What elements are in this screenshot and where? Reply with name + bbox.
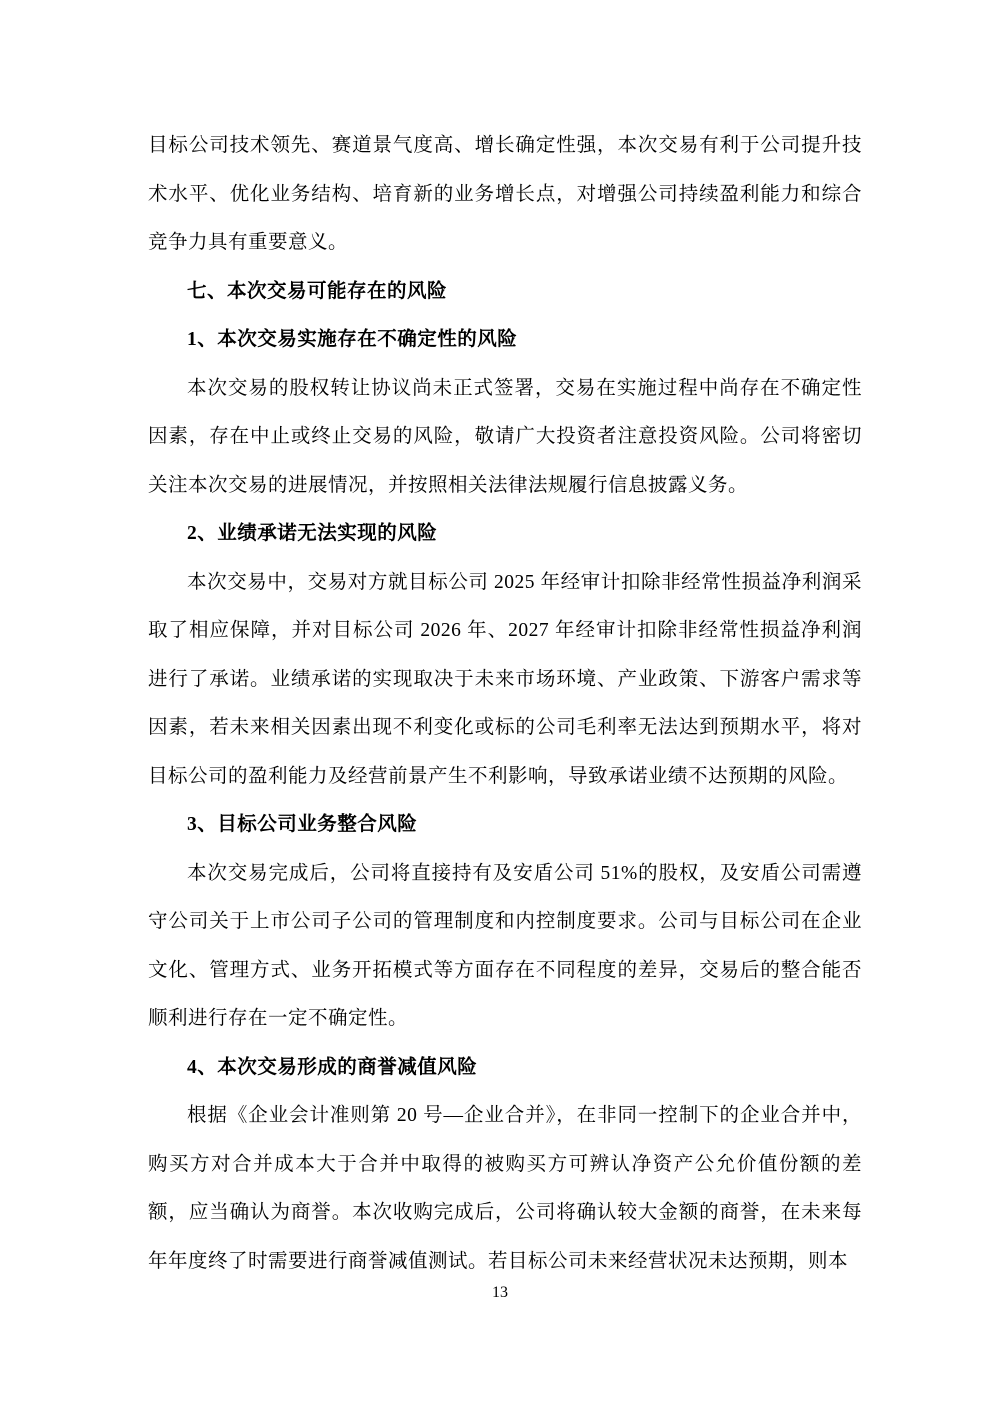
subsection-heading-risk-1: 1、本次交易实施存在不确定性的风险 (187, 329, 518, 350)
subsection-heading-risk-3: 3、目标公司业务整合风险 (187, 814, 418, 835)
paragraph: 本次交易的股权转让协议尚未正式签署，交易在实施过程中尚存在不确定性因素，存在中止或终止交易的风险，敬请广大投资者注意投资风险。公司将密切关注本次交易的进展情况，并按照相关法律法规履行信息披露义务。 (148, 377, 862, 496)
page-number: 13 (492, 1284, 508, 1301)
paragraph: 根据《企业会计准则第 20 号—企业合并》，在非同一控制下的企业合并中，购买方对合并成本大于合并中取得的被购买方可辨认净资产公允价值份额的差额，应当确认为商誉。本次收购完成后，公司将确认较大金额的商誉，在未来每年年度终了时需要进行商誉减值测试。若目标公司未来经营状况未达预期，则本 (148, 1105, 862, 1272)
paragraph: 本次交易完成后，公司将直接持有及安盾公司 51%的股权，及安盾公司需遵守公司关于上市公司子公司的管理制度和内控制度要求。公司与目标公司在企业文化、管理方式、业务开拓模式等方面存在不同程度的差异，交易后的整合能否顺利进行存在一定不确定性。 (148, 862, 862, 1029)
paragraph: 目标公司技术领先、赛道景气度高、增长确定性强，本次交易有利于公司提升技术水平、优化业务结构、培育新的业务增长点，对增强公司持续盈利能力和综合竞争力具有重要意义。 (148, 135, 862, 253)
page-footer (0, 1284, 1000, 1302)
subsection-heading-risk-4: 4、本次交易形成的商誉减值风险 (187, 1056, 478, 1078)
document-body (148, 122, 862, 1286)
subsection-heading-risk-2: 2、业绩承诺无法实现的风险 (187, 523, 438, 544)
section-heading-risks: 七、本次交易可能存在的风险 (187, 280, 448, 302)
paragraph: 本次交易中，交易对方就目标公司 2025 年经审计扣除非经常性损益净利润采取了相应保障，并对目标公司 2026 年、2027 年经审计扣除非经常性损益净利润进行了承诺。业绩承诺的实现取决于未来市场环境、产业政策、下游客户需求等因素，若未来相关因素出现不利变化或标的公司毛利率无法达到预期水平，将对目标公司的盈利能力及经营前景产生不利影响，导致承诺业绩不达预期的风险。 (148, 571, 862, 787)
